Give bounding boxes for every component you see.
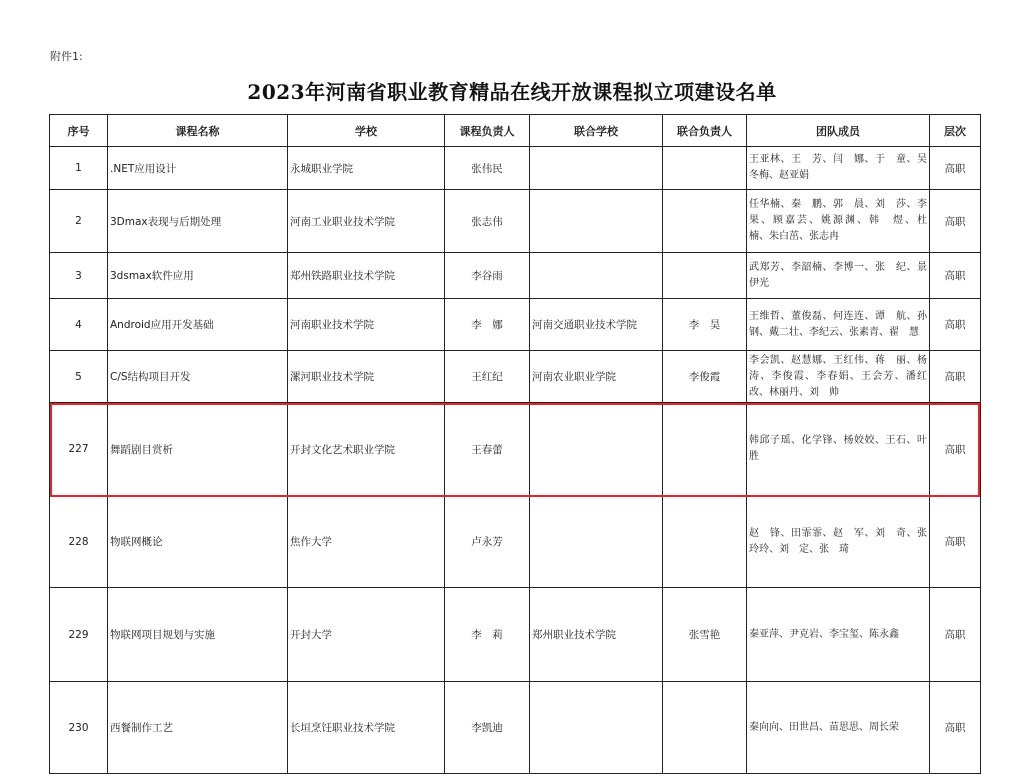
- row-school: 郑州铁路职业技术学院: [288, 253, 445, 299]
- row-level: 高职: [930, 403, 981, 496]
- table-row: [50, 253, 981, 299]
- row-course: 物联网概论: [108, 496, 288, 588]
- row-school: 河南工业职业技术学院: [288, 190, 445, 253]
- row-no: 229: [50, 588, 108, 682]
- row-joint-leader: [663, 496, 747, 588]
- table-row: [50, 496, 981, 588]
- row-course: Android应用开发基础: [108, 299, 288, 351]
- row-joint-leader: [663, 682, 747, 774]
- row-leader: 张志伟: [445, 190, 530, 253]
- table-row: [50, 147, 981, 190]
- row-joint-leader: [663, 147, 747, 190]
- row-joint-school: [530, 147, 663, 190]
- row-no: 227: [50, 403, 108, 496]
- row-joint-school: [530, 403, 663, 496]
- row-no: 228: [50, 496, 108, 588]
- row-joint-leader: [663, 190, 747, 253]
- row-school: 河南职业技术学院: [288, 299, 445, 351]
- row-level: 高职: [930, 299, 981, 351]
- row-members: 王亚林、王 芳、闫 娜、于 童、吴冬梅、赵亚娟: [747, 147, 930, 190]
- row-joint-school: [530, 496, 663, 588]
- row-school: 焦作大学: [288, 496, 445, 588]
- row-school: 长垣烹饪职业技术学院: [288, 682, 445, 774]
- row-course: 物联网项目规划与实施: [108, 588, 288, 682]
- row-no: 5: [50, 351, 108, 403]
- row-level: 高职: [930, 190, 981, 253]
- table-row: [50, 190, 981, 253]
- row-school: 开封大学: [288, 588, 445, 682]
- row-joint-school: [530, 682, 663, 774]
- row-school: 永城职业学院: [288, 147, 445, 190]
- row-leader: 卢永芳: [445, 496, 530, 588]
- row-members: 秦亚萍、尹克岩、李宝玺、陈永鑫: [747, 588, 930, 682]
- row-leader: 李 莉: [445, 588, 530, 682]
- document-title: 2023年河南省职业教育精品在线开放课程拟立项建设名单: [247, 80, 777, 104]
- attachment-label: 附件1:: [50, 50, 83, 63]
- row-leader: 李 娜: [445, 299, 530, 351]
- row-level: 高职: [930, 682, 981, 774]
- row-members: 李会凯、赵慧娜、王红伟、蒋 丽、杨 涛、李俊霞、李春娟、王会芳、潘红改、林丽丹、刘 帅: [747, 351, 930, 403]
- row-level: 高职: [930, 588, 981, 682]
- row-school: 开封文化艺术职业学院: [288, 403, 445, 496]
- row-joint-leader: 张雪艳: [663, 588, 747, 682]
- row-course: .NET应用设计: [108, 147, 288, 190]
- table-row: [50, 351, 981, 403]
- row-joint-school: 河南农业职业学院: [530, 351, 663, 403]
- row-joint-leader: [663, 253, 747, 299]
- row-course: 舞蹈剧目赏析: [108, 403, 288, 496]
- header-school: 学校: [288, 115, 445, 147]
- row-no: 2: [50, 190, 108, 253]
- row-course: 3dsmax软件应用: [108, 253, 288, 299]
- row-course: 西餐制作工艺: [108, 682, 288, 774]
- row-leader: 张伟民: [445, 147, 530, 190]
- row-leader: 李谷雨: [445, 253, 530, 299]
- table-row: [50, 682, 981, 774]
- header-joint-leader: 联合负责人: [663, 115, 747, 147]
- row-level: 高职: [930, 351, 981, 403]
- row-joint-school: 郑州职业技术学院: [530, 588, 663, 682]
- row-leader: 李凯迪: [445, 682, 530, 774]
- row-school: 漯河职业技术学院: [288, 351, 445, 403]
- header-members: 团队成员: [747, 115, 930, 147]
- header-leader: 课程负责人: [445, 115, 530, 147]
- row-level: 高职: [930, 253, 981, 299]
- row-joint-leader: 李 昊: [663, 299, 747, 351]
- row-no: 3: [50, 253, 108, 299]
- table-row-highlighted: [50, 403, 981, 496]
- header-joint-school: 联合学校: [530, 115, 663, 147]
- header-no: 序号: [50, 115, 108, 147]
- table-row: [50, 588, 981, 682]
- row-no: 1: [50, 147, 108, 190]
- row-members: 韩邱子瑶、化学锋、杨姣姣、王石、叶 胜: [747, 403, 930, 496]
- row-level: 高职: [930, 147, 981, 190]
- row-members: 赵 锋、田霏霏、赵 军、刘 奇、张玲玲、刘 定、张 琦: [747, 496, 930, 588]
- row-members: 任华楠、秦 鹏、郭 晨、刘 莎、李 果、顾嘉芸、姚源渊、韩 煜、杜 楠、朱白茁、张志冉: [747, 190, 930, 253]
- row-joint-school: 河南交通职业技术学院: [530, 299, 663, 351]
- row-no: 4: [50, 299, 108, 351]
- table-row: [50, 299, 981, 351]
- row-joint-leader: [663, 403, 747, 496]
- row-members: 王维哲、董俊磊、何连连、谭 航、孙 钢、戴二壮、李纪云、张素青、翟 慧: [747, 299, 930, 351]
- row-members: 秦向向、田世昌、苗思思、周长荣: [747, 682, 930, 774]
- header-level: 层次: [930, 115, 981, 147]
- row-no: 230: [50, 682, 108, 774]
- row-members: 武郑芳、李韶楠、李博一、张 纪、景伊光: [747, 253, 930, 299]
- project-list-table: [49, 114, 981, 774]
- row-joint-leader: 李俊霞: [663, 351, 747, 403]
- row-course: 3Dmax表现与后期处理: [108, 190, 288, 253]
- row-leader: 王红纪: [445, 351, 530, 403]
- header-course: 课程名称: [108, 115, 288, 147]
- row-level: 高职: [930, 496, 981, 588]
- row-course: C/S结构项目开发: [108, 351, 288, 403]
- table-header-row: [50, 115, 981, 147]
- row-joint-school: [530, 190, 663, 253]
- row-joint-school: [530, 253, 663, 299]
- row-leader: 王春蕾: [445, 403, 530, 496]
